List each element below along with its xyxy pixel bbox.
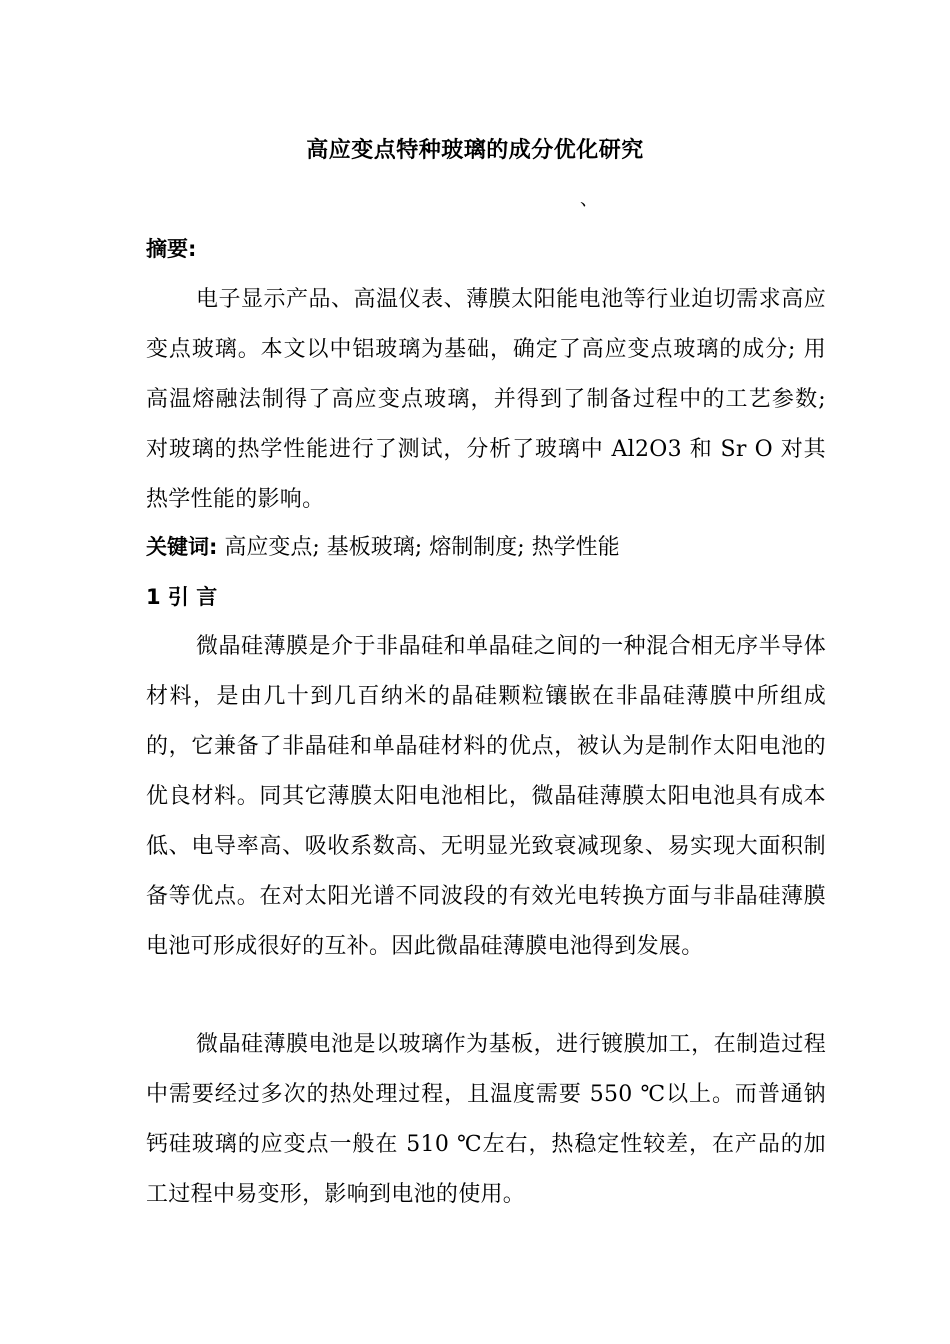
section1-paragraph-1: 微晶硅薄膜是介于非晶硅和单晶硅之间的一种混合相无序半导体材料，是由几十到几百纳米的晶硅颗粒镶嵌在非晶硅薄膜中所组成的，它兼备了非晶硅和单晶硅材料的优点，被认为是制作太阳电池的优良材料。同其它薄膜太阳电池相比，微晶硅薄膜太阳电池具有成本低、电导率高、吸收系数高、无明显光致衰减现象、易实现大面积制备等优点。在对太阳光谱不同波段的有效光电转换方面与非晶硅薄膜电池可形成很好的互补。因此微晶硅薄膜电池得到发展。 [146,634,826,959]
abstract-text: 电子显示产品、高温仪表、薄膜太阳能电池等行业迫切需求高应变点玻璃。本文以中铝玻璃为基础，确定了高应变点玻璃的成分; 用高温熔融法制得了高应变点玻璃，并得到了制备过程中的工艺参数; 对玻璃的热学性能进行了测试，分析了玻璃中 Al2O3 和 Sr O 对其热学性能的影响。 [146,287,826,512]
section1-heading: 1 引 言 [146,585,218,609]
section1-paragraph-2: 微晶硅薄膜电池是以玻璃作为基板，进行镀膜加工，在制造过程中需要经过多次的热处理过程，且温度需要 550 ℃以上。而普通钠钙硅玻璃的应变点一般在 510 ℃左右，热稳定性较差，在产品的加工过程中易变形，影响到电池的使用。 [146,1032,826,1207]
keywords-line [146,530,826,565]
keywords-label: 关键词: [146,535,218,559]
stray-mark: 、 [580,189,598,210]
document-title: 高应变点特种玻璃的成分优化研究 [306,138,644,163]
keywords-text: 高应变点; 基板玻璃; 熔制制度; 热学性能 [217,535,620,560]
abstract-label: 摘要: [146,237,197,261]
